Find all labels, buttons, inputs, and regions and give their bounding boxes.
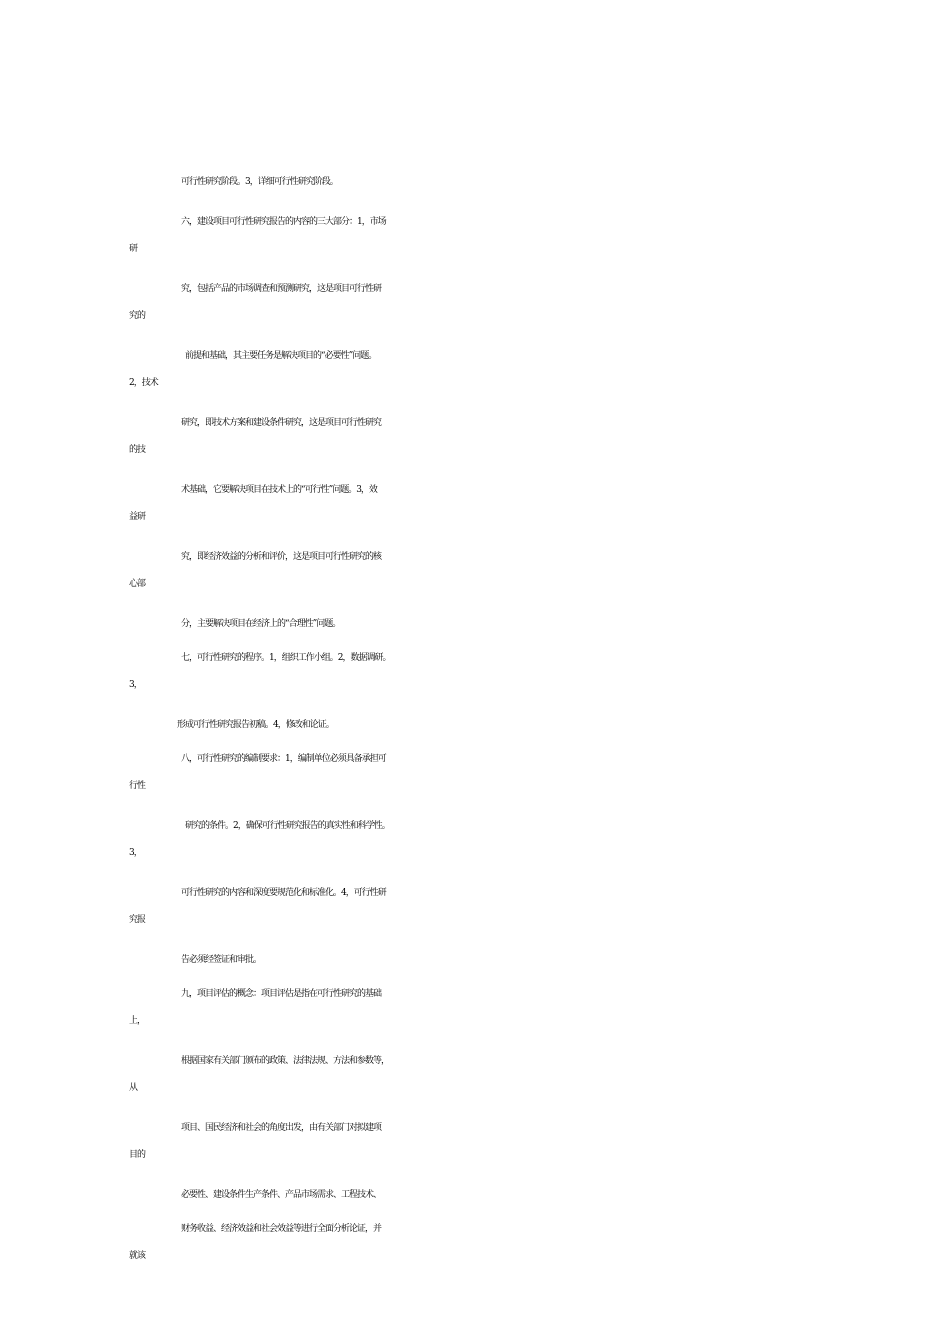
text-line: 财务收益、经济效益和社会效益等进行全面分析论证，并 xyxy=(181,1224,382,1234)
text-line: 六，建设项目可行性研究报告的内容的三大部分：1，市场 xyxy=(181,217,386,227)
text-line: 3， xyxy=(129,848,142,858)
text-line: 形成可行性研究报告初稿。4，修改和论证。 xyxy=(177,720,334,730)
text-line: 研究的条件。2，确保可行性研究报告的真实性和科学性。 xyxy=(185,821,390,831)
text-line: 究，即经济效益的分析和评价，这是项目可行性研究的核 xyxy=(181,552,382,562)
text-line: 根据国家有关部门颁布的政策、法律法规、方法和参数等， xyxy=(181,1056,390,1066)
text-line: 3， xyxy=(129,680,142,690)
text-line: 必要性、建设条件生产条件、产品市场需求、工程技术、 xyxy=(181,1190,382,1200)
text-line: 究报 xyxy=(129,915,146,925)
text-line: 九，项目评估的概念：项目评估是指在可行性研究的基础 xyxy=(181,989,382,999)
text-line: 分，主要解决项目在经济上的“合理性”问题。 xyxy=(181,619,341,629)
text-line: 研 xyxy=(129,244,138,254)
text-line: 项目、国民经济和社会的角度出发，由有关部门对拟建项 xyxy=(181,1123,382,1133)
text-line: 2，技术 xyxy=(129,378,158,388)
text-line: 益研 xyxy=(129,512,146,522)
text-line: 可行性研究阶段。3，详细可行性研究阶段。 xyxy=(181,177,338,187)
text-line: 究的 xyxy=(129,311,146,321)
text-line: 究，包括产品的市场调查和预测研究，这是项目可行性研 xyxy=(181,284,382,294)
text-line: 目的 xyxy=(129,1150,146,1160)
text-line: 就该 xyxy=(129,1251,146,1261)
text-line: 七，可行性研究的程序。1，组织工作小组。2，数据调研。 xyxy=(181,653,391,663)
document-body xyxy=(0,171,950,1268)
text-line: 告必须经签证和审批。 xyxy=(181,955,262,965)
text-line: 行性 xyxy=(129,781,146,791)
text-line: 前提和基础，其主要任务是解决项目的“必要性”问题。 xyxy=(185,351,377,361)
text-line: 心部 xyxy=(129,579,146,589)
text-line: 八，可行性研究的编制要求：1，编制单位必须具备承担可 xyxy=(181,754,386,764)
text-line: 上， xyxy=(129,1016,146,1026)
text-line: 术基础，它要解决项目在技术上的“可行性”问题。3，效 xyxy=(181,485,377,495)
text-line: 的技 xyxy=(129,445,146,455)
text-line: 可行性研究的内容和深度要规范化和标准化。4，可行性研 xyxy=(181,888,386,898)
text-line: 研究，即技术方案和建设条件研究，这是项目可行性研究 xyxy=(181,418,382,428)
text-line: 从 xyxy=(129,1083,138,1093)
